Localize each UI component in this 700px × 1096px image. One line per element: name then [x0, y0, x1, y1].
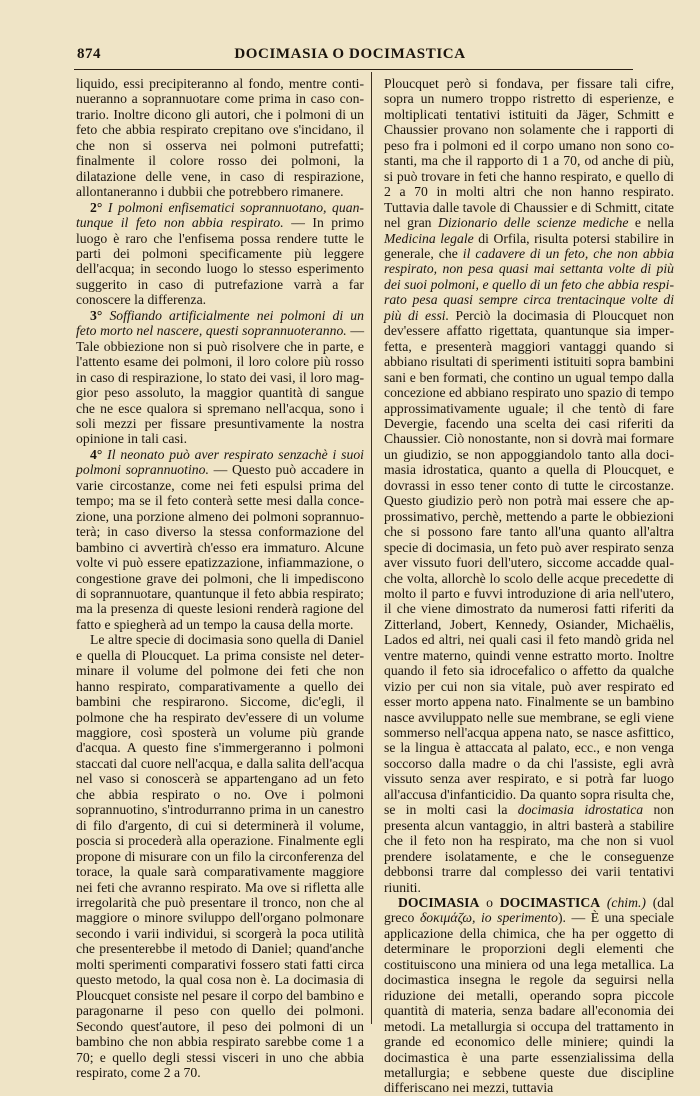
- text-run: non presenta alcun vantaggio, in altri basterà a stabilire che il feto non ha respirato, ma che non si vuol prendere isolatamente, e che le conseguenze debbonsi trarre dal complesso dei varii tentativi riuniti.: [384, 802, 674, 895]
- text-run: Perciò la docimasia di Ploucquet non dev'essere affatto rigettata, quantunque sia imperfetta, e presenterà maggiori vantaggi quando si abbiano risultati di sperimenti istituiti sopra bambini sani e ben formati, che contino un ugual tempo dalla concezione ed abbiano respirato uno spazio di tempo approssimativamente uguale; il che tentò di fare Devergie, facendo una scelta dei casi riferiti da Chaussier. Ciò nonostante, non si dovrà mai formare un giudizio, se non appoggiandolo tanto alla docimasia idrostatica, quanto a quella di Ploucquet, e dovrassi in esso tener conto di tutte le circostanze. Questo giudizio però non potrà mai essere che approssimativo, perchè, mettendo a parte le obbiezioni che si possono fare tanto all'una quanto all'altra specie di docimasia, un feto può aver respirato senza aver vissuto fuori dell'utero, siccome accadde qualche volta, allorchè lo scolo delle acque precedette di molto il parto e fuvvi introduzione di aria nell'utero, il che viene dimostrato da numerosi fatti riferiti da Zitterland, Jobert, Kennedy, Osiander, Michaëlis, Lados ed altri, nei quali casi il feto mandò grida nel ventre materno, quindi venne estratto morto. Inoltre quando il feto sia idrocefalico o affetto da qualche vizio per cui non sia vitale, può aver respirato ed esser morto appena nato. Finalmente se un bambino nasce avviluppato nelle sue membrane, se egli viene sommerso nell'acqua appena nato, se nasce asfittico, se la lingua è attaccata al palato, ecc., e non venga soccorso dalla madre o da chi l'assiste, egli avrà vissuto senza aver respirato, e si potrà far luogo all'accusa d'infanticidio. Da quanto sopra risulta che, se in molti casi la: [384, 307, 675, 818]
- page-header: [0, 0, 700, 80]
- text-run: liquido, essi precipiteranno al fondo, mentre continueranno a soprannuotare come prima in caso contrario. Inoltre dicono gli autori, che i polmoni di un feto che abbia respirato crepitano ove s'incidano, il che non si osserva nei polmoni putrefatti; finalmente il colore rosso dei polmoni, la dilatazione delle vene, in caso di respirazione, allontaneranno i dubbii che potrebbero rimanere.: [76, 76, 364, 200]
- paragraph: [384, 895, 674, 1096]
- italic-text: Dizionario delle scienze mediche: [437, 215, 629, 231]
- text-run: — In primo luogo è raro che l'enfisema possa rendere tutte le parti dei polmoni specificamente più leggere dell'acqua; in secondo luogo lo stesso esperimento suggerito in caso di putrefazione varrà a far conoscere la differenza.: [76, 215, 364, 308]
- text-run: — Questo può accadere in varie circostanze, come nei feti espulsi prima del tempo; ma se il feto conterà sette mesi dalla concezione, una porzione almeno dei polmoni soprannuoterà; in caso diverso la stessa conformazione del bambino ci avvertirà ch'esso era immaturo. Alcune volte vi può essere epatizzazione, infiammazione, o congestione grave dei polmoni, che li impediscono di soprannuotare, quantunque il feto abbia respirato; ma la presenza di queste lesioni renderà ragione del fatto e spiegherà ad un tempo la causa della morte.: [76, 462, 365, 632]
- text-run: e nella: [628, 215, 674, 231]
- bold-text: DOCIMASTICA: [499, 895, 601, 911]
- text-run: (dal greco: [384, 895, 675, 926]
- italic-text: I polmoni enfisematici soprannuotano, quantunque il feto non abbia respirato.: [76, 199, 364, 231]
- italic-text: Soffiando artificialmente nei polmoni di un feto morto nel nascere, questi soprannuoteranno.: [76, 307, 364, 339]
- right-column: [384, 76, 674, 1096]
- paragraph: [76, 632, 364, 1080]
- paragraph: [76, 447, 364, 632]
- italic-text: docimasia idrostatica: [517, 802, 644, 818]
- text-run: di Orfila, risulta potersi stabilire in generale, che: [384, 230, 675, 261]
- paragraph: [76, 200, 364, 308]
- left-column: [76, 76, 364, 1080]
- bold-text: DOCIMASIA: [398, 895, 480, 911]
- paragraph: [76, 308, 364, 447]
- italic-text: Il neonato può aver respirato senzachè i suoi polmoni soprannuotino.: [76, 446, 364, 478]
- bold-text: 4°: [90, 446, 108, 462]
- header-rule: [74, 69, 633, 70]
- bold-text: 3°: [90, 307, 110, 323]
- italic-text: il cadavere di un feto, che non abbia respirato, non pesa quasi mai settanta volte di più dei suoi polmoni, e quello di un feto che abbia respirato pesa quasi sempre circa trentacinque volte di più di essi.: [384, 245, 674, 323]
- paragraph: [76, 76, 364, 200]
- text-run: Le altre specie di docimasia sono quella di Daniel e quella di Ploucquet. La prima consiste nel determinare il volume del polmone dei feti che non hanno respirato, comparativamente a quello dei bambini che respirarono. Siccome, dic'egli, il polmone che ha respirato dev'essere di un volume maggiore, così sposterà un volume più grande d'acqua. A questo fine s'immergeranno i polmoni staccati dal cuore nell'acqua, e dalla salita dell'acqua nel vaso si conoscerà se appartengano ad un feto che abbia respirato o no. Ove i polmoni soprannuotino, s'introdurranno prima in un canestro di filo d'argento, di cui si determinerà il volume, poscia si procederà alla operazione. Finalmente egli propone di misurare con un filo la circonferenza del torace, la quale sarà comparativamente maggiore nei feti che avranno respirato. Ma ove si rifletta alle irregolarità che può presentare il tronco, non che al maggiore o minore sviluppo dell'organo polmonare secondo i varii individui, si scorgerà la poca utilità che presenterebbe il metodo di Daniel; quand'anche molti sperimenti comparativi fossero stati fatti circa questo metodo, la qual cosa non è. La docimasia di Ploucquet consiste nel pesare il corpo del bambino e paragonarne il peso con quello dei polmoni. Secondo quest'autore, il peso dei polmoni di un bambino che non abbia respirato sarebbe come 1 a 70; e quello degli stessi visceri in uno che abbia respirato, come 2 a 70.: [76, 632, 364, 1080]
- text-run: ). — È una speciale applicazione della chimica, che ha per oggetto di determinare le proporzioni degli elementi che costituiscono una miniera od una lega metallica. La docimastica insegna le regole da seguirsi nella riduzione dei metalli, operando sopra piccole quantità di materia, senza badare all'economia dei metodi. La metallurgia si occupa del trattamento in grande ed economico delle miniere; quindi la docimastica è una parte essenzialissima della metallurgia; e sebbene queste due discipline differiscano nei mezzi, tuttavia: [384, 910, 674, 1096]
- italic-text: (chim.): [600, 895, 646, 911]
- paragraph: [384, 76, 674, 895]
- italic-text: Medicina legale: [384, 230, 474, 246]
- bold-text: 2°: [90, 199, 108, 215]
- page-number: 874: [77, 46, 101, 62]
- running-title: DOCIMASIA O DOCIMASTICA: [234, 46, 466, 62]
- text-run: — Tale obbiezione non si può risolvere che in parte, e l'attento esame dei polmoni, il loro colore più rosso in caso di respirazione, lo stato dei vasi, il loro maggior peso assoluto, la maggior quantità di sangue che ne esce qualora si spremano nell'acqua, sono i soli mezzi per fissare presuntivamente la nostra opinione in tali casi.: [76, 323, 365, 447]
- column-divider: [371, 72, 372, 1024]
- italic-text: δοκιμάζω, io sperimento: [419, 910, 558, 926]
- text-run: o: [479, 895, 500, 911]
- text-run: Ploucquet però si fondava, per fissare tali cifre, sopra un numero troppo ristretto di esperienze, e moltiplicati tentativi istituiti da Jäger, Schmitt e Chaussier provano non solamente che i rapporti di peso fra i polmoni ed il corpo umano non sono costanti, ma che il rapporto di 1 a 70, od anche di più, si può trovare in feti che hanno respirato, e quello di 2 a 70 in molti altri che non hanno respirato. Tuttavia dalle tavole di Chaussier e di Schmitt, citate nel gran: [384, 76, 674, 231]
